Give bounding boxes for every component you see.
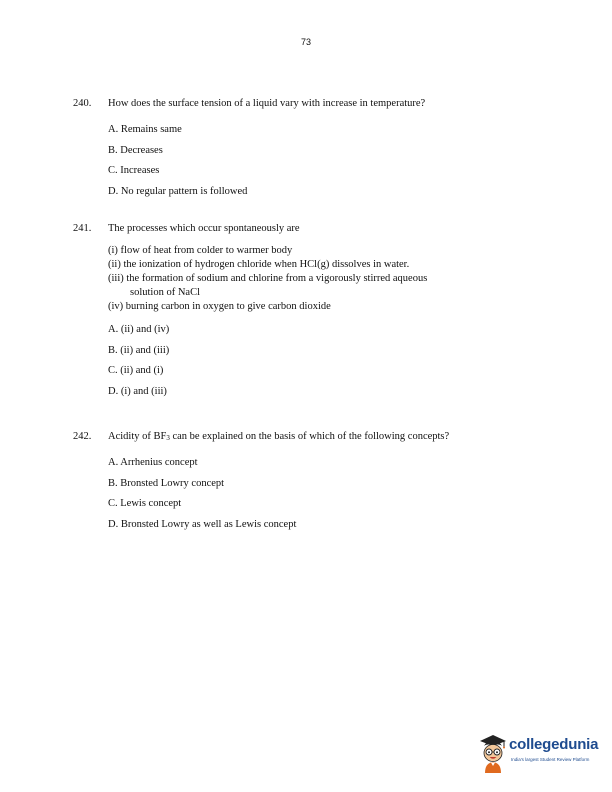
question-241 [73, 222, 543, 403]
collegedunia-logo [478, 730, 604, 775]
question-number: 241. [73, 223, 92, 234]
options-list [108, 120, 543, 203]
brand-name-part1: college [509, 736, 560, 753]
statement-iii [108, 272, 543, 300]
statement-ii: (ii) the ionization of hydrogen chloride when HCl(g) dissolves in water. [108, 259, 410, 270]
brand-tagline: India's largest Student Review Platform [511, 757, 590, 762]
option-d: D. (i) and (iii) [108, 386, 167, 398]
options-list [108, 320, 543, 403]
option-b: B. Decreases [108, 144, 163, 156]
brand-name-part2: dunia [559, 736, 599, 753]
option-b: B. (ii) and (iii) [108, 344, 170, 356]
option-a: A. Remains same [108, 124, 182, 135]
statement-iii-line1: (iii) the formation of sodium and chlorine from a vigorously stirred aqueous [108, 273, 428, 284]
statement-iv: (iv) burning carbon in oxygen to give carbon dioxide [108, 301, 331, 312]
statement-list [108, 244, 543, 314]
option-c: C. (ii) and (i) [108, 365, 164, 377]
page-number: 73 [300, 37, 311, 47]
student-mascot-icon [478, 732, 508, 774]
option-b: B. Bronsted Lowry concept [108, 477, 225, 489]
option-d: D. Bronsted Lowry as well as Lewis concept [108, 519, 297, 531]
option-d: D. No regular pattern is followed [108, 186, 248, 198]
option-a: A. Arrhenius concept [108, 457, 198, 468]
question-242 [73, 430, 543, 536]
question-240 [73, 97, 543, 203]
question-text: How does the surface tension of a liquid vary with increase in temperature? [108, 98, 426, 109]
subscript-3: 3 [166, 434, 170, 442]
option-c: C. Lewis concept [108, 498, 182, 510]
statement-iii-line2: solution of NaCl [130, 287, 200, 298]
options-list [108, 453, 543, 536]
statement-i: (i) flow of heat from colder to warmer body [108, 245, 293, 256]
question-text: The processes which occur spontaneously are [108, 223, 300, 234]
question-text [108, 430, 449, 445]
brand-name [509, 736, 598, 753]
option-a: A. (ii) and (iv) [108, 324, 170, 335]
question-text-part1: Acidity of BF [108, 431, 167, 442]
question-number: 240. [73, 98, 92, 109]
option-c: C. Increases [108, 165, 160, 177]
question-number: 242. [73, 431, 92, 442]
question-text-part2: can be explained on the basis of which of the following concepts? [169, 431, 450, 442]
